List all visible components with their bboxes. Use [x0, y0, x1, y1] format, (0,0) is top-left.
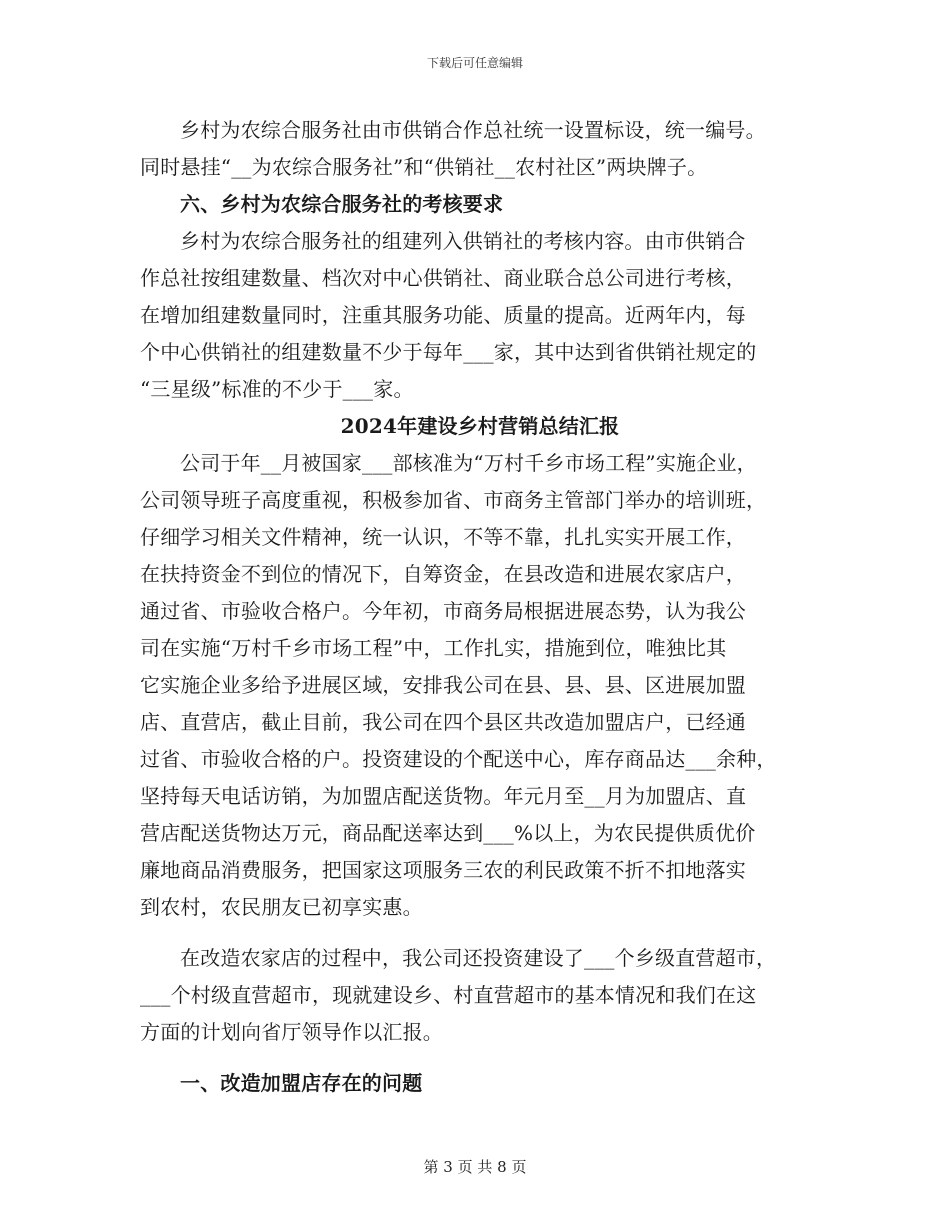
paragraph-line: 过省、市验收合格的户。投资建设的个配送中心，库存商品达___余种，: [140, 747, 777, 771]
paragraph-line: 店、直营店，截止目前，我公司在四个县区共改造加盟店户，已经通: [140, 710, 746, 734]
paragraph-line: 司在实施“万村千乡市场工程”中，工作扎实，措施到位，唯独比其: [140, 636, 727, 660]
paragraph-line: “三星级”标准的不少于___家。: [140, 377, 414, 401]
paragraph-line: 同时悬挂“__为农综合服务社”和“供销社__农村社区”两块牌子。: [140, 155, 708, 179]
paragraph-line: 仔细学习相关文件精神，统一认识，不等不靠，扎扎实实开展工作，: [140, 525, 746, 549]
page-number: 第 3 页 共 8 页: [423, 1158, 527, 1176]
document-title: 2024年建设乡村营销总结汇报: [340, 414, 620, 438]
paragraph-line: 在增加组建数量同时，注重其服务功能、质量的提高。近两年内，每: [140, 303, 746, 327]
paragraph-line: 它实施企业多给予进展区域，安排我公司在县、县、县、区进展加盟: [140, 673, 746, 697]
paragraph-line: 营店配送货物达万元，商品配送率达到___%以上，为农民提供质优价: [140, 821, 756, 845]
document-body: [140, 112, 820, 1102]
paragraph-line: 方面的计划向省厅领导作以汇报。: [140, 1020, 443, 1044]
paragraph-gap: [140, 926, 820, 940]
section-heading: 六、乡村为农综合服务社的考核要求: [180, 192, 504, 216]
paragraph-line: ___个村级直营超市，现就建设乡、村直营超市的基本情况和我们在这: [140, 983, 757, 1007]
paragraph-line: 廉地商品消费服务，把国家这项服务三农的利民政策不折不扣地落实: [140, 858, 746, 882]
paragraph-gap: [140, 1051, 820, 1065]
paragraph-line: 乡村为农综合服务社的组建列入供销社的考核内容。由市供销合: [180, 229, 746, 253]
paragraph-line: 公司领导班子高度重视，积极参加省、市商务主管部门举办的培训班，: [140, 488, 767, 512]
paragraph-line: 个中心供销社的组建数量不少于每年___家，其中达到省供销社规定的: [140, 340, 757, 364]
paragraph-line: 在扶持资金不到位的情况下，自筹资金，在县改造和进展农家店户，: [140, 562, 746, 586]
paragraph-line: 到农村，农民朋友已初享实惠。: [140, 895, 423, 919]
paragraph-line: 作总社按组建数量、档次对中心供销社、商业联合总公司进行考核，: [140, 266, 746, 290]
section-heading: 一、改造加盟店存在的问题: [180, 1071, 423, 1095]
paragraph-line: 乡村为农综合服务社由市供销合作总社统一设置标设，统一编号。: [180, 118, 766, 142]
paragraph-line: 公司于年__月被国家___部核准为“万村千乡市场工程”实施企业，: [180, 451, 757, 475]
paragraph-line: 在改造农家店的过程中，我公司还投资建设了___个乡级直营超市，: [180, 946, 777, 970]
paragraph-line: 通过省、市验收合格户。今年初，市商务局根据进展态势，认为我公: [140, 599, 746, 623]
paragraph-line: 坚持每天电话访销，为加盟店配送货物。年元月至__月为加盟店、直: [140, 784, 747, 808]
header-note: 下载后可任意编辑: [426, 56, 523, 70]
